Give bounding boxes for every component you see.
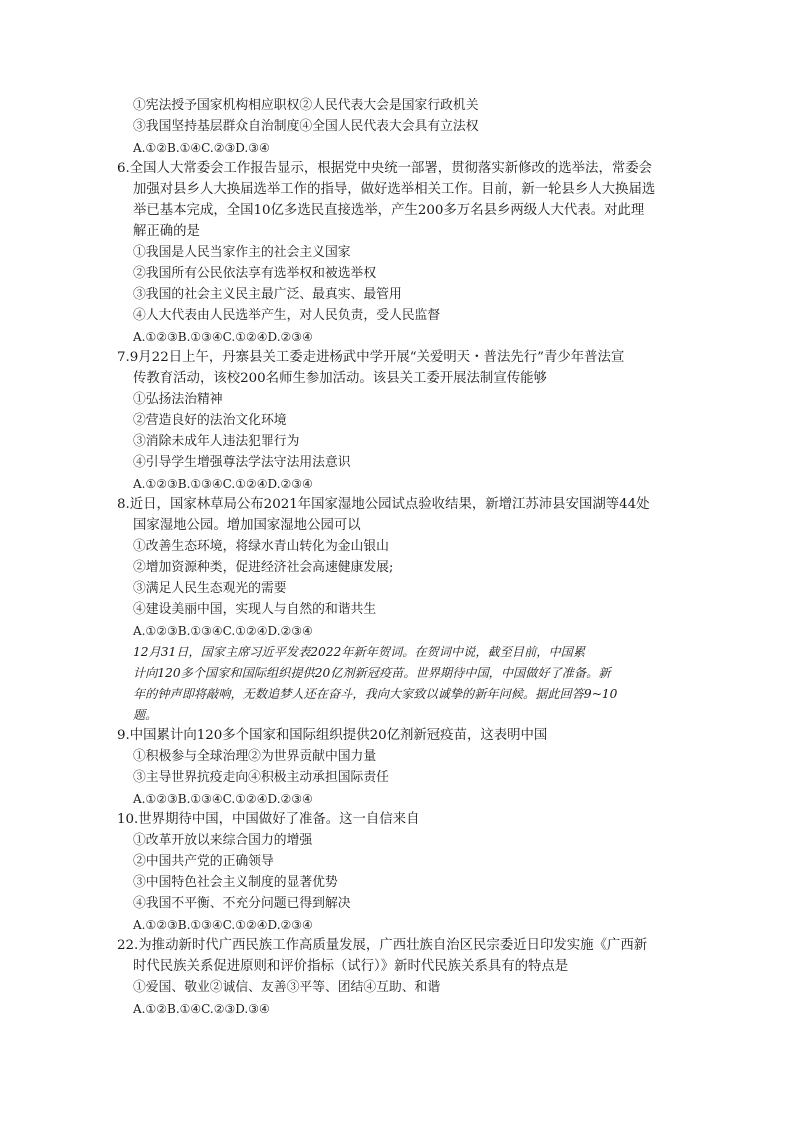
answer-choices: A.①②③B.①③④C.①②④D.②③④ [133,477,313,491]
option-line: ④引导学生增强尊法学法守法用法意识 [133,455,351,470]
option-line: ①积极参与全球治理②为世界贡献中国力量 [133,749,377,764]
question-8-text: 国家湿地公园。增加国家湿地公园可以 [133,518,361,533]
option-line: ③我国坚持基层群众自治制度④全国人民代表大会具有立法权 [133,119,479,134]
question-6-text: 解正确的是 [133,224,200,239]
option-line: ④我国不平衡、不充分问题已得到解决 [133,896,351,911]
option-line: ①宪法授予国家机构相应职权②人民代表大会是国家行政机关 [133,98,479,113]
question-6-text: 加强对县乡人大换届选举工作的指导，做好选举相关工作。目前，新一轮县乡人大换届选 [133,182,656,197]
question-22-text: 22.为推动新时代广西民族工作高质量发展，广西壮族自治区民宗委近日印发实施《广西新 [117,938,648,953]
option-line: ②增加资源种类，促进经济社会高速健康发展; [133,560,394,575]
answer-choices: A.①②B.①④C.②③D.③④ [133,141,270,155]
reading-material: 题。 [133,708,158,722]
option-line: ③主导世界抗疫走向④积极主动承担国际责任 [133,770,389,785]
option-line: ①改善生态环境，将绿水青山转化为金山银山 [133,539,389,554]
reading-material: 12月31日，国家主席习近平发表2022年新年贺词。在贺词中说，截至目前，中国累 [133,645,586,659]
option-line: ②营造良好的法治文化环境 [133,413,287,428]
option-line: ③消除未成年人违法犯罪行为 [133,434,300,449]
option-line: ①爱国、敬业②诚信、友善③平等、团结④互助、和谐 [133,980,441,995]
answer-choices: A.①②③B.①③④C.①②④D.②③④ [133,918,313,932]
option-line: ①弘扬法治精神 [133,392,223,407]
option-line: ②我国所有公民依法享有选举权和被选举权 [133,266,377,281]
option-line: ④人大代表由人民选举产生，对人民负责，受人民监督 [133,308,441,323]
answer-choices: A.①②③B.①③④C.①②④D.②③④ [133,330,313,344]
answer-choices: A.①②③B.①③④C.①②④D.②③④ [133,624,313,638]
answer-choices: A.①②③B.①③④C.①②④D.②③④ [133,792,313,806]
option-line: ②中国共产党的正确领导 [133,854,274,869]
option-line: ④建设美丽中国，实现人与自然的和谐共生 [133,602,377,617]
answer-choices: A.①②B.①④C.②③D.③④ [133,1002,270,1016]
question-6-text: 举已基本完成，全国10亿多选民直接选举，产生200多万名县乡两级人大代表。对此理 [133,203,645,218]
question-10-text: 10.世界期待中国，中国做好了准备。这一自信来自 [117,812,420,827]
option-line: ③中国特色社会主义制度的显著优势 [133,875,338,890]
question-6-text: 6.全国人大常委会工作报告显示，根据党中央统一部署，贯彻落实新修改的选举法，常委会 [117,161,653,176]
question-9-text: 9.中国累计向120多个国家和国际组织提供20亿剂新冠疫苗，这表明中国 [117,728,548,743]
question-22-text: 时代民族关系促进原则和评价指标（试行）》新时代民族关系具有的特点是 [133,959,569,974]
option-line: ①我国是人民当家作主的社会主义国家 [133,245,351,260]
question-8-text: 8.近日，国家林草局公布2021年国家湿地公园试点验收结果，新增江苏沛县安国湖等44处 [117,497,650,512]
question-7-text: 7.9月22日上午，丹寨县关工委走进杨武中学开展“关爱明天・普法先行”青少年普法宣 [117,350,625,365]
option-line: ③满足人民生态观光的需要 [133,581,287,596]
option-line: ①改革开放以来综合国力的增强 [133,833,313,848]
option-line: ③我国的社会主义民主最广泛、最真实、最管用 [133,287,402,302]
reading-material: 计向120多个国家和国际组织提供20亿剂新冠疫苗。世界期待中国，中国做好了准备。新 [133,666,611,680]
reading-material: 年的钟声即将敲响，无数追梦人还在奋斗，我向大家致以诚挚的新年问候。据此回答9~10 [133,687,618,701]
question-7-text: 传教育活动，该校200名师生参加活动。该县关工委开展法制宣传能够 [133,371,547,386]
